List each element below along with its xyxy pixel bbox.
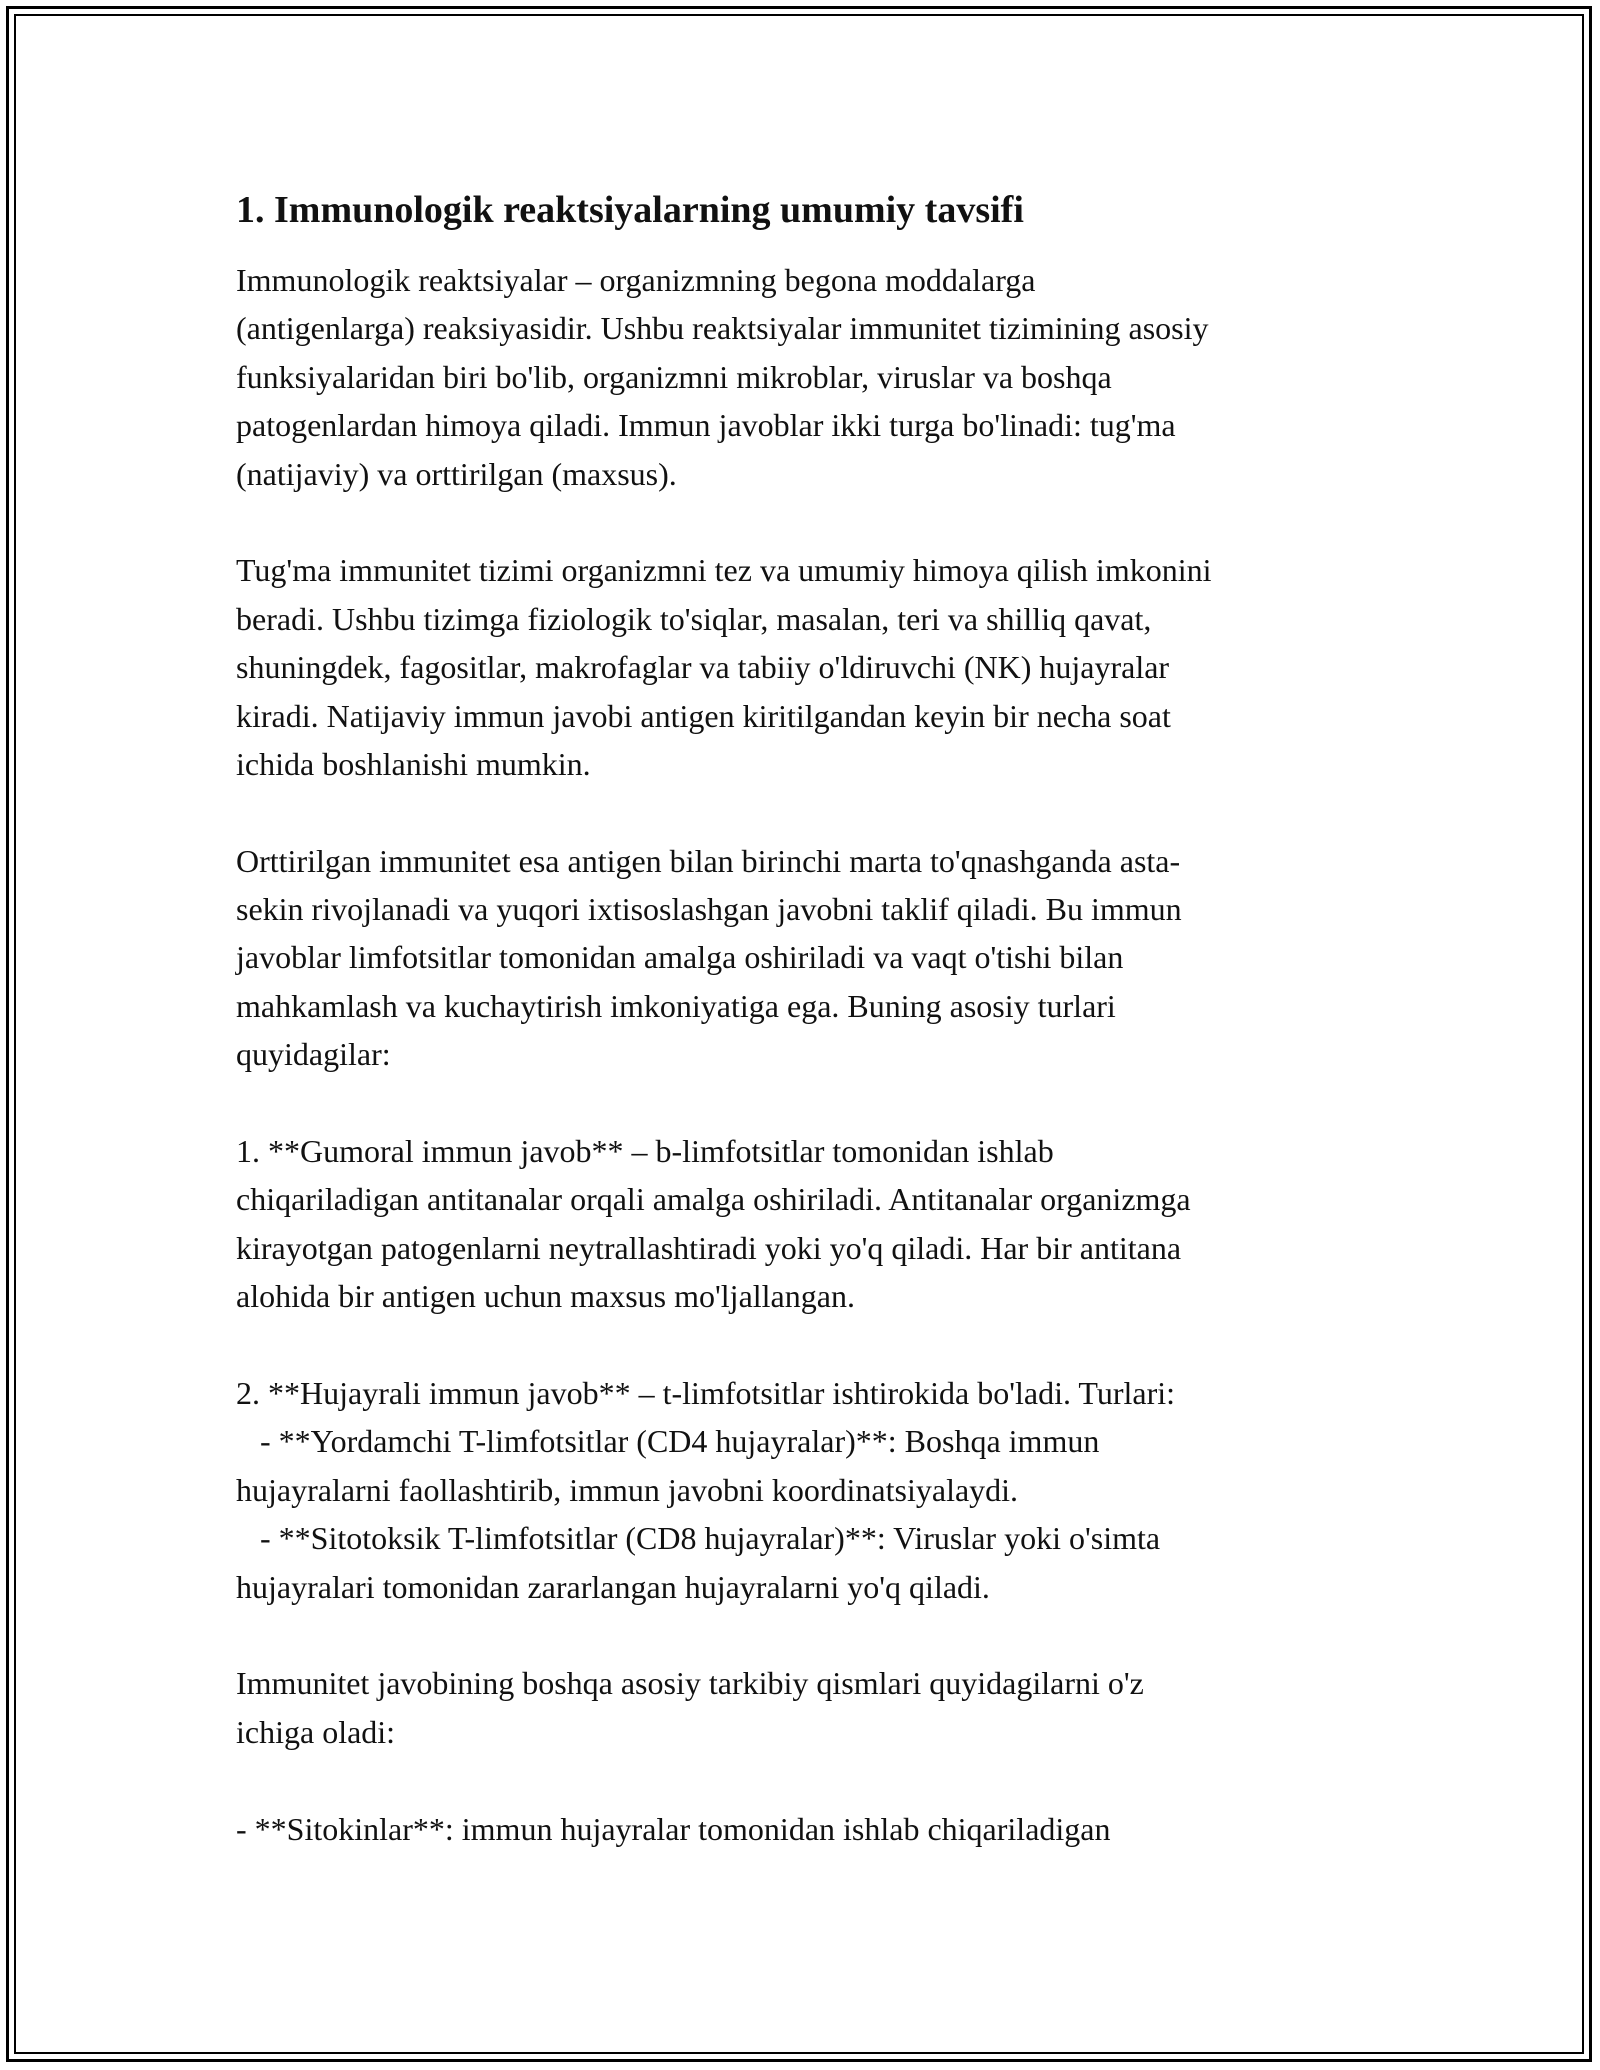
text-line: funksiyalaridan biri bo'lib, organizmni mikroblar, viruslar va boshqa bbox=[236, 358, 1112, 395]
paragraph-gap bbox=[236, 498, 1376, 546]
text-line: quyidagilar: bbox=[236, 1036, 391, 1073]
text-line: ichida boshlanishi mumkin. bbox=[236, 745, 591, 782]
list-item-humoral-response bbox=[236, 1127, 1376, 1321]
text-line: (antigenlarga) reaksiyasidir. Ushbu reaktsiyalar immunitet tizimining asosiy bbox=[236, 310, 1209, 347]
paragraph-gap bbox=[236, 788, 1376, 836]
text-line: hujayralari tomonidan zararlangan hujayralarni yo'q qiladi. bbox=[236, 1568, 990, 1605]
document-body bbox=[236, 186, 1376, 1853]
paragraph-intro bbox=[236, 256, 1376, 498]
paragraph-other-components bbox=[236, 1659, 1376, 1756]
text-line: alohida bir antigen uchun maxsus mo'ljallangan. bbox=[236, 1278, 855, 1315]
paragraph-gap bbox=[236, 1756, 1376, 1804]
text-line: - **Sitokinlar**: immun hujayralar tomonidan ishlab chiqariladigan bbox=[236, 1810, 1111, 1847]
text-line-sub-item: - **Yordamchi T-limfotsitlar (CD4 hujayralar)**: Boshqa immun bbox=[236, 1423, 1100, 1460]
paragraph-acquired-immunity bbox=[236, 837, 1376, 1079]
text-line: shuningdek, fagositlar, makrofaglar va tabiiy o'ldiruvchi (NK) hujayralar bbox=[236, 649, 1170, 686]
text-line: javoblar limfotsitlar tomonidan amalga oshiriladi va vaqt o'tishi bilan bbox=[236, 939, 1124, 976]
text-line: patogenlardan himoya qiladi. Immun javoblar ikki turga bo'linadi: tug'ma bbox=[236, 407, 1176, 444]
paragraph-gap bbox=[236, 1321, 1376, 1369]
text-line: 2. **Hujayrali immun javob** – t-limfotsitlar ishtirokida bo'ladi. Turlari: bbox=[236, 1374, 1176, 1411]
text-line: ichiga oladi: bbox=[236, 1713, 396, 1750]
text-line-sub-item: - **Sitotoksik T-limfotsitlar (CD8 hujayralar)**: Viruslar yoki o'simta bbox=[236, 1520, 1161, 1557]
text-line: (natijaviy) va orttirilgan (maxsus). bbox=[236, 455, 677, 492]
text-line: Immunologik reaktsiyalar – organizmning begona moddalarga bbox=[236, 262, 1036, 298]
paragraph-innate-immunity bbox=[236, 546, 1376, 788]
text-line: kiradi. Natijaviy immun javobi antigen kiritilgandan keyin bir necha soat bbox=[236, 697, 1171, 734]
text-line: kirayotgan patogenlarni neytrallashtiradi yoki yo'q qiladi. Har bir antitana bbox=[236, 1229, 1182, 1266]
text-line: sekin rivojlanadi va yuqori ixtisoslashgan javobni taklif qiladi. Bu immun bbox=[236, 891, 1182, 928]
text-line: mahkamlash va kuchaytirish imkoniyatiga ega. Buning asosiy turlari bbox=[236, 987, 1116, 1024]
text-line: hujayralarni faollashtirib, immun javobni koordinatsiyalaydi. bbox=[236, 1471, 1019, 1508]
list-item-cellular-response bbox=[236, 1369, 1376, 1611]
list-item-cytokines bbox=[236, 1805, 1376, 1853]
text-line: chiqariladigan antitanalar orqali amalga oshiriladi. Antitanalar organizmga bbox=[236, 1181, 1191, 1218]
section-heading: 1. Immunologik reaktsiyalarning umumiy tavsifi bbox=[236, 189, 1024, 231]
text-line: Immunitet javobining boshqa asosiy tarkibiy qismlari quyidagilarni o'z bbox=[236, 1665, 1144, 1702]
text-line: Tug'ma immunitet tizimi organizmni tez va umumiy himoya qilish imkonini bbox=[236, 552, 1212, 589]
text-line: Orttirilgan immunitet esa antigen bilan birinchi marta to'qnashganda asta- bbox=[236, 842, 1181, 879]
text-line: beradi. Ushbu tizimga fiziologik to'siqlar, masalan, teri va shilliq qavat, bbox=[236, 600, 1152, 637]
paragraph-gap bbox=[236, 1611, 1376, 1659]
text-line: 1. **Gumoral immun javob** – b-limfotsitlar tomonidan ishlab bbox=[236, 1133, 1054, 1170]
paragraph-gap bbox=[236, 1079, 1376, 1127]
